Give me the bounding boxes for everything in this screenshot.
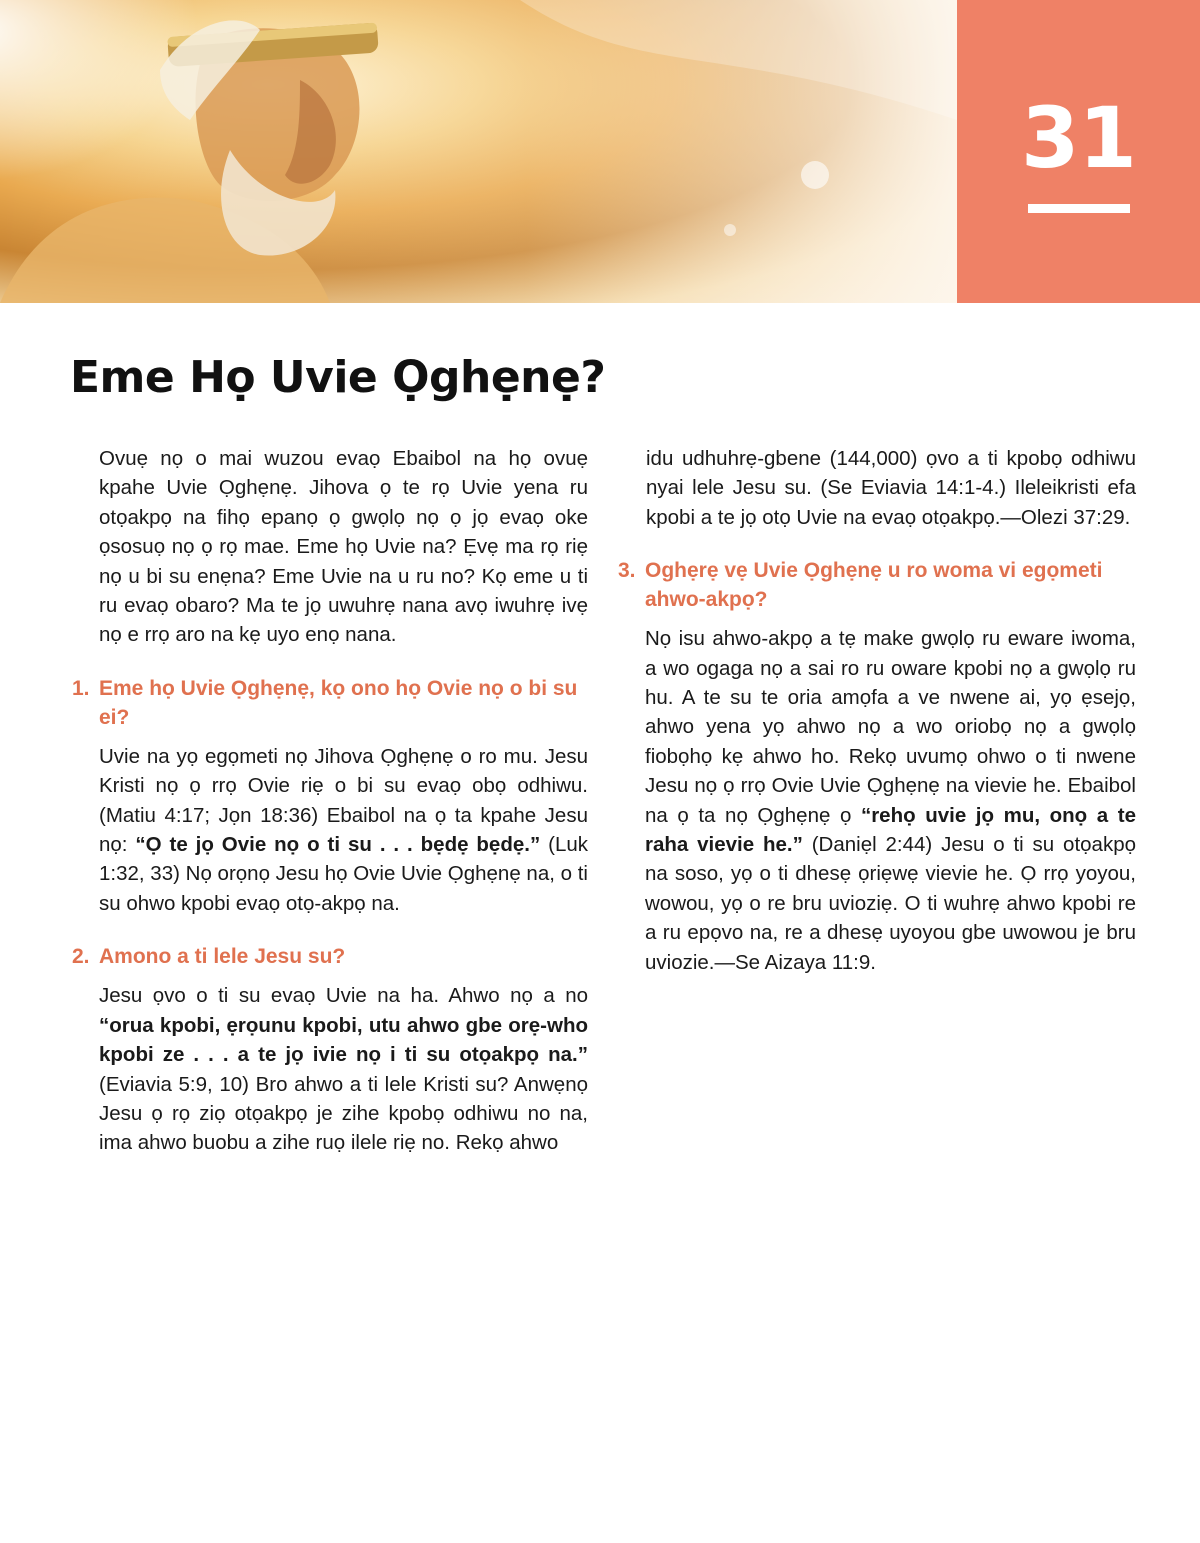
question-number: 1. xyxy=(72,676,90,700)
answer-2-continuation: idu udhuhrẹ-gbene (144,000) ọvo a ti kpobọ odhiwu nyai lele Jesu su. (Se Eviavia 14:1-4.) Ileleikristi efa kpobi a te jọ otọ Uvie na evaọ otọakpọ.—Olezi 37:29. xyxy=(646,447,1136,529)
king-illustration xyxy=(0,0,957,303)
answer-text: (Luk 1:32, 33) Nọ orọnọ Jesu họ Ovie Uvie Ọghẹnẹ na, o ti su ohwo kpobi evaọ otọ-akpọ na. xyxy=(99,833,588,915)
answer-text: Uvie na yọ egọmeti nọ Jihova Ọghẹnẹ o ro mu. Jesu Kristi nọ ọ rrọ Ovie riẹ o bi su evaọ obọ odhiwu. (Matiu 4:17; Jọn 18:36) Ebaibol na ọ ta kpahe Jesu nọ: xyxy=(99,744,588,857)
intro-paragraph: Ovuẹ nọ o mai wuzou evaọ Ebaibol na họ ovuẹ kpahe Uvie Ọghẹnẹ. Jihova ọ te rọ Uvie yena ru otọakpọ na fihọ epanọ ọ gwọlọ nọ ọ jọ evaọ oke ọsosuọ nọ ọ rọ mae. Eme họ Uvie na? Ẹvẹ ma rọ riẹ nọ u bi su enẹna? Eme Uvie na u ru no? Kọ eme u ti ru evaọ obaro? Ma te jọ uwuhrẹ nana avọ iwuhrẹ ivẹ nọ e rrọ aro na kẹ uyo enọ nana. xyxy=(99,447,588,647)
answer-text: (Daniẹl 2:44) Jesu o ti su otọakpọ na soso, yọ o ti dhesẹ ọriẹwẹ vievie he. Ọ rrọ yoyou, wowou, yọ o re bru uvioziẹ. O ti wuhrẹ ahwo kpobi re a ru epọvo na, re a dhesẹ uyoyou gbe uwowou je bru uviozie.—Se Aizaya 11:9. xyxy=(645,833,1136,974)
question-text: Eme họ Uvie Ọghẹnẹ, kọ ono họ Ovie nọ o bi su ei? xyxy=(99,676,578,729)
answer-text: Nọ isu ahwo-akpọ a tẹ make gwọlọ ru eware iwoma, a wo ogaga nọ a sai ro ru oware kpobi nọ a gwọlọ ru hu. A te su te oria amọfa a ve nwene ai, yọ ẹsejọ, ahwo yena yọ ahwo nọ a wo oriobọ nọ a gwọlọ fiobọhọ kẹ ahwo ho. Rekọ uvumọ ohwo o ti nwene Jesu nọ ọ rrọ Ovie Uvie Ọghẹnẹ na vievie he. Ebaibol na ọ ta nọ Ọghẹnẹ ọ xyxy=(645,627,1136,827)
scripture-quote: “Ọ te jọ Ovie nọ o ti su . . . bẹdẹ bẹdẹ.” xyxy=(135,833,541,857)
question-1 xyxy=(72,674,588,732)
answer-2-paragraph xyxy=(72,981,588,1157)
left-column xyxy=(72,444,588,1158)
answer-text: Jesu ọvo o ti su evaọ Uvie na ha. Ahwo nọ a no xyxy=(99,984,588,1008)
lesson-number-underline xyxy=(1028,204,1130,213)
right-column xyxy=(618,444,1136,977)
answer-1-paragraph xyxy=(72,742,588,918)
question-3 xyxy=(618,556,1136,614)
lesson-number-badge xyxy=(957,0,1200,303)
question-text: Amono a ti lele Jesu su? xyxy=(99,945,346,969)
question-number: 3. xyxy=(618,559,636,583)
answer-3-paragraph xyxy=(618,624,1136,977)
lesson-number: 31 xyxy=(1021,89,1136,187)
hero-image xyxy=(0,0,957,303)
scripture-quote: “orua kpobi, ẹrọunu kpobi, utu ahwo gbe orẹ-who kpobi ze . . . a te jọ ivie nọ i ti su otọakpọ na.” xyxy=(99,1013,588,1067)
question-text: Oghẹrẹ vẹ Uvie Ọghẹnẹ u ro woma vi egọmeti ahwo-akpọ? xyxy=(645,559,1103,612)
question-2 xyxy=(72,942,588,971)
page-title: Eme Họ Uvie Ọghẹnẹ? xyxy=(70,352,606,403)
scripture-quote: “rehọ uvie jọ mu, onọ a te raha vievie he.” xyxy=(645,803,1136,857)
answer-text: (Eviavia 5:9, 10) Bro ahwo a ti lele Kristi su? Anwẹnọ Jesu ọ rọ ziọ otọakpọ je zihe kpobọ odhiwu no na, ima ahwo buobu a zihe ruọ ilele riẹ no. Rekọ ahwo xyxy=(99,1072,588,1155)
question-number: 2. xyxy=(72,945,90,969)
